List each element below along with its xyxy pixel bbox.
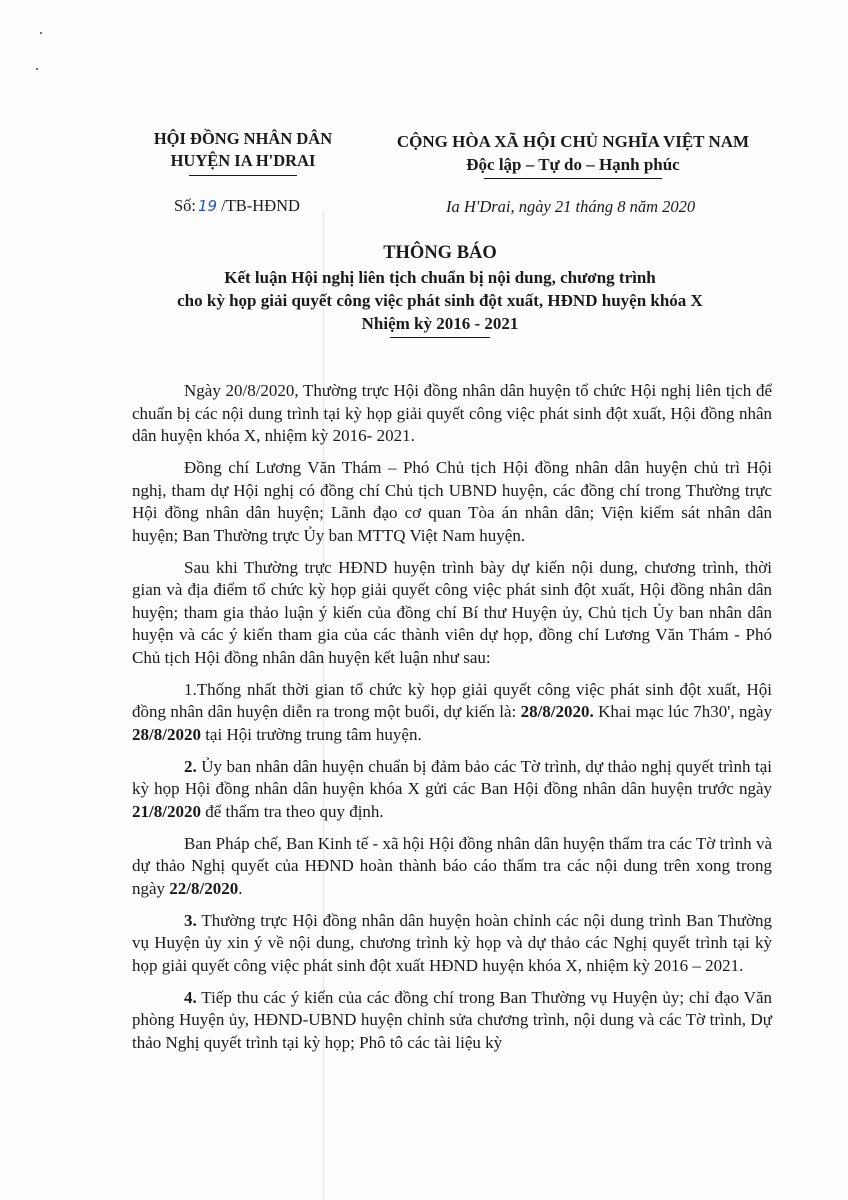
item-1-text-3: tại Hội trường trung tâm huyện. xyxy=(200,724,422,744)
document-number xyxy=(174,196,300,216)
item-2-date: 21/8/2020 xyxy=(132,801,201,821)
item-1-date-2: 28/8/2020 xyxy=(132,724,201,744)
item-2-text-2: để thẩm tra theo quy định. xyxy=(200,801,384,821)
item-4-text: Tiếp thu các ý kiến của các đồng chí trong Ban Thường vụ Huyện ủy; chỉ đạo Văn phòng Huyện ủy, HĐND-UBND huyện chỉnh sửa chương trình, nội dung và các Tờ trình, Dự thảo Nghị quyết trình tại kỳ họp; Phô tô các tài liệu kỳ xyxy=(132,987,772,1052)
review-text-end: . xyxy=(238,878,243,898)
authority-name: HỘI ĐỒNG NHÂN DÂN xyxy=(153,129,333,148)
item-1-text-2: Khai mạc lúc 7h30', ngày xyxy=(593,702,772,721)
document-title xyxy=(100,240,780,338)
title-line-3: Nhiệm kỳ 2016 - 2021 xyxy=(361,314,519,333)
review-text: Ban Pháp chế, Ban Kinh tế - xã hội Hội đồng nhân dân huyện thẩm tra các Tờ trình và dự thảo Nghị quyết của HĐND hoàn thành báo cáo thẩm tra các nội dung trên xong trong ngày xyxy=(132,833,772,898)
document-body xyxy=(132,380,772,1064)
issuing-authority xyxy=(128,128,358,176)
national-heading xyxy=(368,130,778,179)
paragraph-chair: Đồng chí Lương Văn Thám – Phó Chủ tịch Hội đồng nhân dân huyện chủ trì Hội nghị, tham dự Hội nghị có đồng chí Chủ tịch UBND huyện, các đồng chí trong Thường trực Hội đồng nhân dân huyện; Lãnh đạo cơ quan Tòa án nhân dân; Viện kiểm sát nhân dân huyện; Ban Thường trực Ủy ban MTTQ Việt Nam huyện. xyxy=(132,458,772,545)
title-underline xyxy=(390,337,490,338)
doc-number-handwritten: 19 xyxy=(198,197,218,215)
scan-speck xyxy=(40,32,42,34)
item-3-text: Thường trực Hội đồng nhân dân huyện hoàn chỉnh các nội dung trình Ban Thường vụ Huyện ủy xin ý về nội dung, chương trình kỳ họp và dự thảo các Nghị quyết trình tại kỳ họp giải quyết công việc phát sinh đột xuất HĐND huyện khóa X, nhiệm kỳ 2016 – 2021. xyxy=(132,910,772,975)
item-1-number: 1. xyxy=(184,679,197,699)
item-2-number: 2. xyxy=(184,756,197,776)
title-line-1: Kết luận Hội nghị liên tịch chuẩn bị nội dung, chương trình xyxy=(224,268,656,287)
review-date: 22/8/2020 xyxy=(169,878,239,898)
item-4-number: 4. xyxy=(184,987,197,1007)
item-1-text: Thống nhất thời gian tổ chức kỳ họp giải quyết công việc phát sinh đột xuất, Hội đồng nhân dân huyện diễn ra trong một buổi, dự kiến là: xyxy=(132,679,772,721)
place-and-date: Ia H'Drai, ngày 21 tháng 8 năm 2020 xyxy=(446,197,696,216)
title-line-2: cho kỳ họp giải quyết công việc phát sinh đột xuất, HĐND huyện khóa X xyxy=(177,291,703,310)
item-2-text: Ủy ban nhân dân huyện chuẩn bị đảm bảo các Tờ trình, dự thảo nghị quyết trình tại kỳ họp Hội đồng nhân dân huyện khóa X gửi các Ban Hội đồng nhân dân huyện trước ngày xyxy=(132,756,772,798)
national-motto: Độc lập – Tự do – Hạnh phúc xyxy=(466,155,680,174)
paragraph-opening: Ngày 20/8/2020, Thường trực Hội đồng nhân dân huyện tổ chức Hội nghị liên tịch để chuẩn bị các nội dung trình tại kỳ họp giải quyết công việc phát sinh đột xuất, Hội đồng nhân dân huyện khóa X, nhiệm kỳ 2016- 2021. xyxy=(132,381,772,445)
document-type: THÔNG BÁO xyxy=(383,243,497,263)
paragraph-review xyxy=(132,833,772,901)
paragraph-conclusion-intro: Sau khi Thường trực HĐND huyện trình bày dự kiến nội dung, chương trình, thời gian và địa điểm tổ chức kỳ họp giải quyết công việc phát sinh đột xuất, Hội đồng nhân dân huyện; tham gia thảo luận ý kiến của đồng chí Bí thư Huyện ủy, Chủ tịch Ủy ban nhân dân huyện và các ý kiến tham gia của các thành viên dự họp, đồng chí Lương Văn Thám - Phó Chủ tịch Hội đồng nhân dân huyện kết luận như sau: xyxy=(132,557,772,667)
scan-speck xyxy=(36,68,38,70)
item-1-date: 28/8/2020. xyxy=(520,702,594,721)
item-1 xyxy=(132,679,772,747)
item-2 xyxy=(132,756,772,824)
doc-number-prefix: Số: xyxy=(174,196,197,215)
nation-name: CỘNG HÒA XÃ HỘI CHỦ NGHĨA VIỆT NAM xyxy=(396,132,750,151)
item-3-number: 3. xyxy=(184,910,197,930)
doc-number-suffix: /TB-HĐND xyxy=(221,196,300,215)
authority-underline xyxy=(189,175,297,176)
motto-underline xyxy=(484,178,662,179)
authority-district: HUYỆN IA H'DRAI xyxy=(170,151,316,170)
item-3 xyxy=(132,910,772,978)
item-4 xyxy=(132,987,772,1055)
